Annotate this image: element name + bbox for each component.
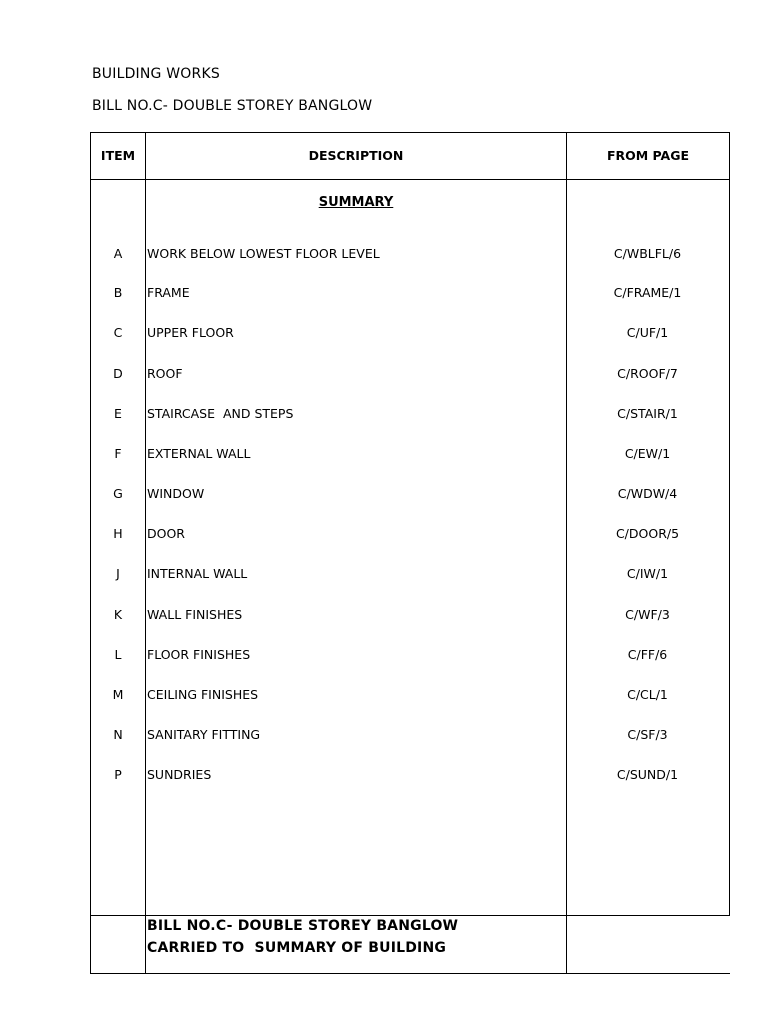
- row-from-page: C/FRAME/1: [613, 285, 682, 300]
- table-row: [0, 366, 768, 386]
- table-row: [0, 727, 768, 747]
- column-header-description: DESCRIPTION: [308, 148, 404, 163]
- row-from-page: C/SF/3: [627, 727, 668, 742]
- table-row: [0, 325, 768, 345]
- row-item-code: J: [116, 566, 120, 581]
- row-description: SUNDRIES: [147, 767, 212, 782]
- row-item-code: A: [113, 246, 123, 261]
- table-row: [0, 486, 768, 506]
- table-row: [0, 446, 768, 466]
- row-item-code: B: [113, 285, 123, 300]
- row-from-page: C/WF/3: [625, 607, 670, 622]
- table-row: [0, 647, 768, 667]
- row-from-page: C/EW/1: [624, 446, 671, 461]
- row-item-code: C: [113, 325, 123, 340]
- footer-bill-title: BILL NO.C- DOUBLE STOREY BANGLOW: [147, 918, 459, 934]
- section-title: [146, 195, 566, 210]
- row-description: UPPER FLOOR: [147, 325, 234, 340]
- row-item-code: P: [114, 767, 122, 782]
- row-item-code: M: [112, 687, 124, 702]
- row-from-page: C/FF/6: [627, 647, 668, 662]
- row-description: WALL FINISHES: [147, 607, 243, 622]
- row-description: DOOR: [147, 526, 185, 541]
- row-item-code: K: [113, 607, 123, 622]
- table-row: [0, 246, 768, 266]
- table-row: [0, 607, 768, 627]
- table-bottom-border: [90, 973, 730, 974]
- row-from-page: C/IW/1: [626, 566, 669, 581]
- row-item-code: H: [113, 526, 123, 541]
- row-description: FRAME: [147, 285, 190, 300]
- row-from-page: C/WBLFL/6: [613, 246, 682, 261]
- row-from-page: C/DOOR/5: [615, 526, 680, 541]
- row-item-code: N: [113, 727, 123, 742]
- row-item-code: G: [113, 486, 123, 501]
- row-description: INTERNAL WALL: [147, 566, 248, 581]
- row-description: WINDOW: [147, 486, 205, 501]
- footer-carried-to: CARRIED TO SUMMARY OF BUILDING: [147, 940, 447, 956]
- table-row: [0, 767, 768, 787]
- row-item-code: F: [114, 446, 122, 461]
- table-row: [0, 285, 768, 305]
- bill-title: BILL NO.C- DOUBLE STOREY BANGLOW: [92, 98, 373, 114]
- table-row: [0, 526, 768, 546]
- row-description: WORK BELOW LOWEST FLOOR LEVEL: [147, 246, 380, 261]
- row-item-code: D: [113, 366, 123, 381]
- row-description: CEILING FINISHES: [147, 687, 259, 702]
- row-description: ROOF: [147, 366, 183, 381]
- row-from-page: C/SUND/1: [616, 767, 679, 782]
- row-from-page: C/UF/1: [626, 325, 669, 340]
- row-description: STAIRCASE AND STEPS: [147, 406, 294, 421]
- footer-top-border: [90, 915, 730, 916]
- document-title: BUILDING WORKS: [92, 66, 220, 82]
- table-row: [0, 687, 768, 707]
- row-item-code: L: [114, 647, 122, 662]
- table-row: [0, 566, 768, 586]
- row-description: FLOOR FINISHES: [147, 647, 251, 662]
- section-title-text: SUMMARY: [318, 195, 394, 210]
- header-bottom-border: [90, 179, 730, 180]
- table-row: [0, 406, 768, 426]
- column-header-from-page: FROM PAGE: [606, 148, 690, 163]
- row-item-code: E: [114, 406, 122, 421]
- row-from-page: C/STAIR/1: [617, 406, 678, 421]
- row-description: SANITARY FITTING: [147, 727, 261, 742]
- row-description: EXTERNAL WALL: [147, 446, 251, 461]
- column-header-item: ITEM: [100, 148, 136, 163]
- row-from-page: C/CL/1: [627, 687, 668, 702]
- row-from-page: C/ROOF/7: [617, 366, 678, 381]
- table-top-border: [90, 132, 730, 133]
- row-from-page: C/WDW/4: [617, 486, 678, 501]
